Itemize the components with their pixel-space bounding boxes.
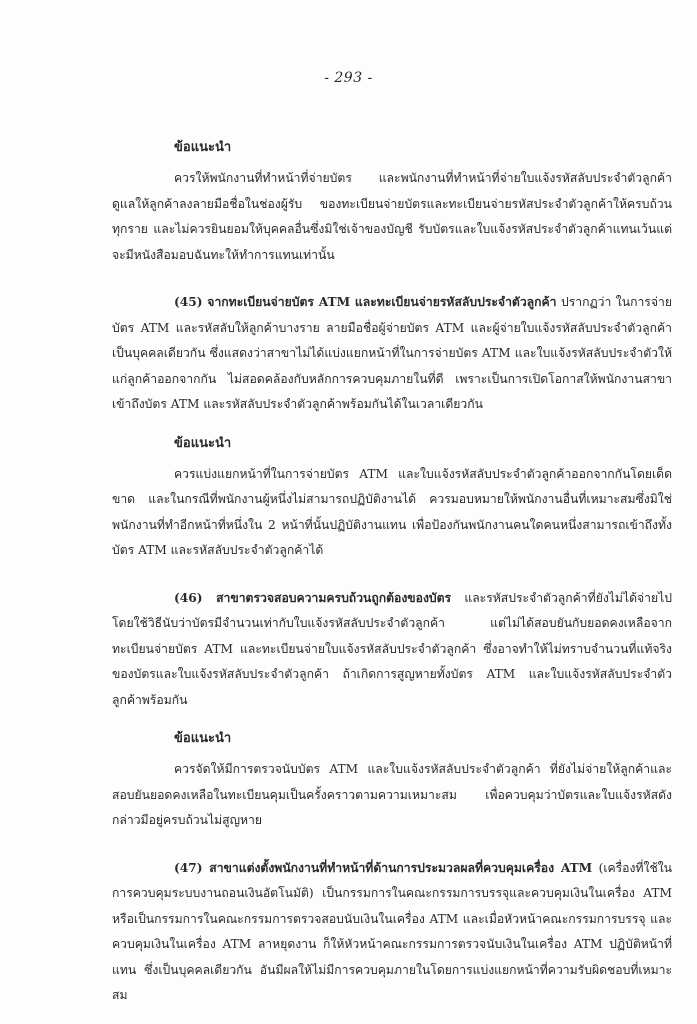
- finding-title: (46) สาขาตรวจสอบความครบถ้วนถูกต้องของบัตร: [174, 590, 452, 605]
- recommendation-paragraph: ควรแบ่งแยกหน้าที่ในการจ่ายบัตร ATM และใบแจ้งรหัสลับประจำตัวลูกค้าออกจากกันโดยเด็ดขาด และในกรณีที่พนักงานผู้หนึ่งไม่สามารถปฏิบัติงานได้ ควรมอบหมายให้พนักงานอื่นที่เหมาะสมซึ่งมิใช่พนักงานที่ทำอีกหน้าที่หนึ่งใน 2 หน้าที่นั้นปฏิบัติงานแทน เพื่อป้องกันพนักงานคนใดคนหนึ่งสามารถเข้าถึงทั้งบัตร ATM และรหัสลับประจำตัวลูกค้าได้: [112, 466, 672, 557]
- finding-paragraph-47: (47) สาขาแต่งตั้งพนักงานที่ทำหน้าที่ด้านการประมวลผลที่ควบคุมเครื่อง ATM (เครื่องที่ใช้ในการควบคุมระบบงานถอนเงินอัตโนมัติ) เป็นกรรมการในคณะกรรมการบรรจุและควบคุมเงินในเครื่อง ATM หรือเป็นกรรมการในคณะกรรมการตรวจสอบนับเงินในเครื่อง ATM และเมื่อหัวหน้าคณะกรรมการบรรจุ และควบคุมเงินในเครื่อง ATM ลาหยุดงาน ก็ให้หัวหน้าคณะกรรมการตรวจนับเงินในเครื่อง ATM ปฏิบัติหน้าที่แทน ซึ่งเป็นบุคคลเดียวกัน อันมีผลให้ไม่มีการควบคุมภายในโดยการแบ่งแยกหน้าที่ความรับผิดชอบที่เหมาะสม: [112, 860, 672, 1002]
- finding-paragraph-45: (45) จากทะเบียนจ่ายบัตร ATM และทะเบียนจ่ายรหัสลับประจำตัวลูกค้า ปรากฏว่า ในการจ่ายบัตร ATM และรหัสลับให้ลูกค้าบางราย ลายมือชื่อผู้จ่ายบัตร ATM และผู้จ่ายใบแจ้งรหัสลับประจำตัวลูกค้า เป็นบุคคลเดียวกัน ซึ่งแสดงว่าสาขาไม่ได้แบ่งแยกหน้าที่ในการจ่ายบัตร ATM และใบแจ้งรหัสลับประจำตัวให้แก่ลูกค้าออกจากกัน ไม่สอดคล้องกับหลักการควบคุมภายในที่ดี เพราะเป็นการเปิดโอกาสให้พนักงานสาขาเข้าถึงบัตร ATM และรหัสลับประจำตัวลูกค้าพร้อมกันได้ในเวลาเดียวกัน: [112, 295, 672, 411]
- recommendation-heading: ข้อแนะนำ: [174, 731, 232, 746]
- recommendation-paragraph: ควรให้พนักงานที่ทำหน้าที่จ่ายบัตร และพนักงานที่ทำหน้าที่จ่ายใบแจ้งรหัสลับประจำตัวลูกค้า ดูแลให้ลูกค้าลงลายมือชื่อในช่องผู้รับ ของทะเบียนจ่ายบัตรและทะเบียนจ่ายรหัสประจำตัวลูกค้าให้ครบถ้วนทุกราย และไม่ควรยินยอมให้บุคคลอื่นซึ่งมิใช่เจ้าของบัญชี รับบัตรและใบแจ้งรหัสประจำตัวลูกค้าแทนเว้นแต่จะมีหนังสือมอบฉันทะให้ทำการแทนเท่านั้น: [112, 171, 672, 262]
- page-number: - 293 -: [324, 70, 373, 86]
- finding-paragraph-46: (46) สาขาตรวจสอบความครบถ้วนถูกต้องของบัตร และรหัสประจำตัวลูกค้าที่ยังไม่ได้จ่ายไป โดยใช้วิธีนับว่าบัตรมีจำนวนเท่ากับใบแจ้งรหัสลับประจำตัวลูกค้า แต่ไม่ได้สอบยันกับยอดคงเหลือจากทะเบียนจ่ายบัตร ATM และทะเบียนจ่ายใบแจ้งรหัสลับประจำตัวลูกค้า ซึ่งอาจทำให้ไม่ทราบจำนวนที่แท้จริงของบัตรและใบแจ้งรหัสลับประจำตัวลูกค้า ถ้าเกิดการสูญหายทั้งบัตร ATM และใบแจ้งรหัสลับประจำตัวลูกค้าพร้อมกัน: [112, 590, 672, 707]
- recommendation-heading: ข้อแนะนำ: [174, 435, 232, 451]
- finding-title: (45) จากทะเบียนจ่ายบัตร ATM และทะเบียนจ่ายรหัสลับประจำตัวลูกค้า: [174, 295, 557, 309]
- recommendation-heading: ข้อแนะนำ: [174, 140, 232, 155]
- document-body: [112, 138, 672, 1009]
- recommendation-paragraph: ควรจัดให้มีการตรวจนับบัตร ATM และใบแจ้งรหัสลับประจำตัวลูกค้า ที่ยังไม่จ่ายให้ลูกค้าและสอบยันยอดคงเหลือในทะเบียนคุมเป็นครั้งคราวตามความเหมาะสม เพื่อควบคุมว่าบัตรและใบแจ้งรหัสดังกล่าวมีอยู่ครบถ้วนไม่สูญหาย: [112, 762, 672, 827]
- finding-title: (47) สาขาแต่งตั้งพนักงานที่ทำหน้าที่ด้านการประมวลผลที่ควบคุมเครื่อง ATM: [174, 860, 593, 875]
